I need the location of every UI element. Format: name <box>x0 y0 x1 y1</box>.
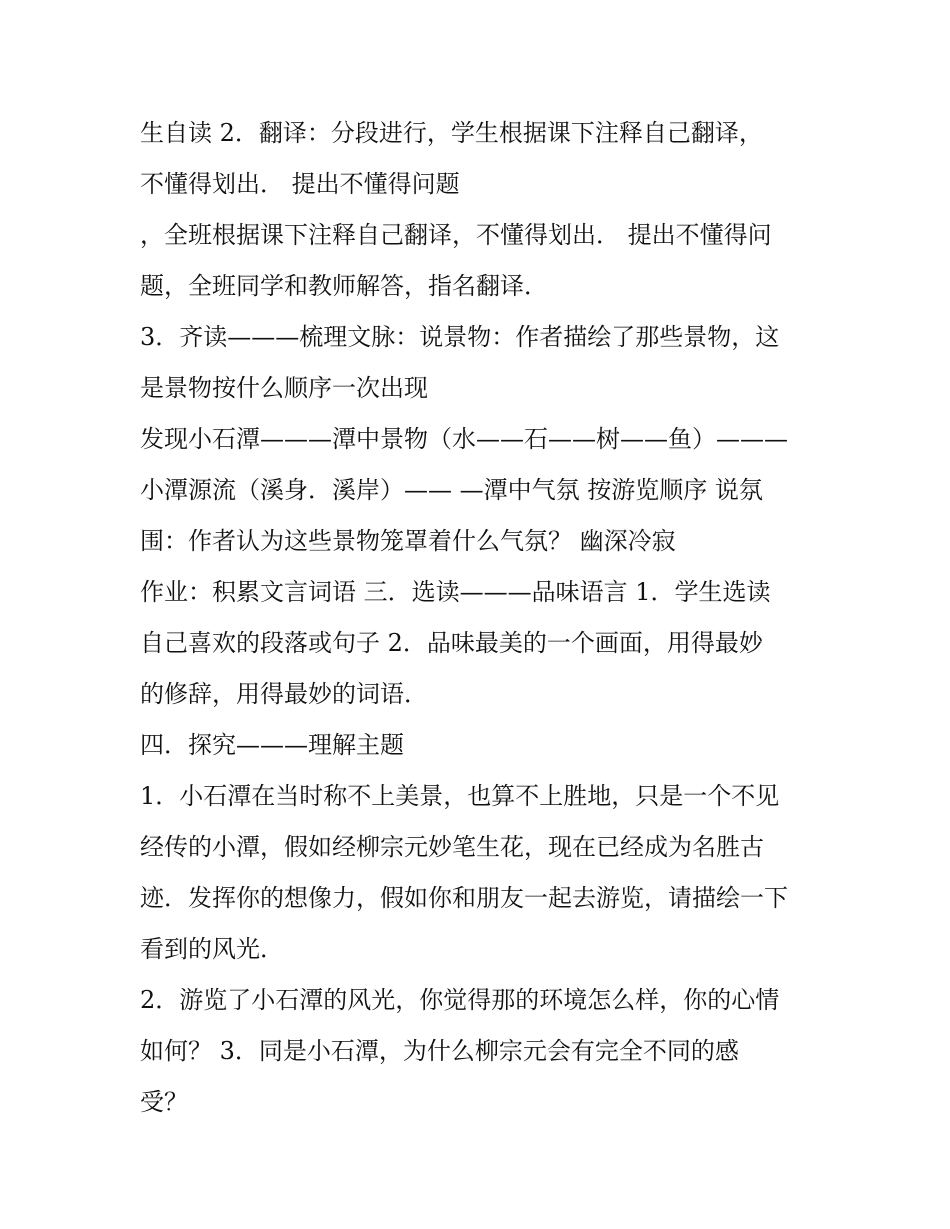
text-line: 发现小石潭———潭中景物（水——石——树——鱼）——— <box>140 425 788 453</box>
text-line: 2．游览了小石潭的风光，你觉得那的环境怎么样，你的心情 <box>140 986 780 1014</box>
text-line: 迹．发挥你的想像力，假如你和朋友一起去游览，请描绘一下 <box>140 884 788 912</box>
text-line: 四．探究———理解主题 <box>140 731 404 759</box>
body-text <box>140 108 830 1128</box>
text-line: 看到的风光． <box>140 935 284 963</box>
text-line: 生自读 2．翻译：分段进行，学生根据课下注释自己翻译， <box>140 119 763 147</box>
text-line: 自己喜欢的段落或句子 2．品味最美的一个画面，用得最妙 <box>140 629 763 657</box>
text-line: 3．齐读———梳理文脉：说景物：作者描绘了那些景物，这 <box>140 323 780 351</box>
text-line: 不懂得划出． 提出不懂得问题 <box>140 170 460 198</box>
text-line: 作业：积累文言词语 三．选读———品味语言 1．学生选读 <box>140 578 771 606</box>
text-line: 小潭源流（溪身．溪岸）—— —潭中气氛 按游览顺序 说氛 <box>140 476 763 504</box>
text-line: 1．小石潭在当时称不上美景，也算不上胜地，只是一个不见 <box>140 782 780 810</box>
text-line: 经传的小潭，假如经柳宗元妙笔生花，现在已经成为名胜古 <box>140 833 764 861</box>
text-line: 如何？ 3．同是小石潭，为什么柳宗元会有完全不同的感 <box>140 1037 739 1065</box>
text-line: 题，全班同学和教师解答，指名翻译． <box>140 272 548 300</box>
text-line: ，全班根据课下注释自己翻译，不懂得划出． 提出不懂得问 <box>140 221 772 249</box>
text-line: 的修辞，用得最妙的词语． <box>140 680 428 708</box>
text-line: 围：作者认为这些景物笼罩着什么气氛？ 幽深冷寂 <box>140 527 676 555</box>
text-line: 受？ <box>140 1088 188 1116</box>
text-line: 是景物按什么顺序一次出现 <box>140 374 428 402</box>
